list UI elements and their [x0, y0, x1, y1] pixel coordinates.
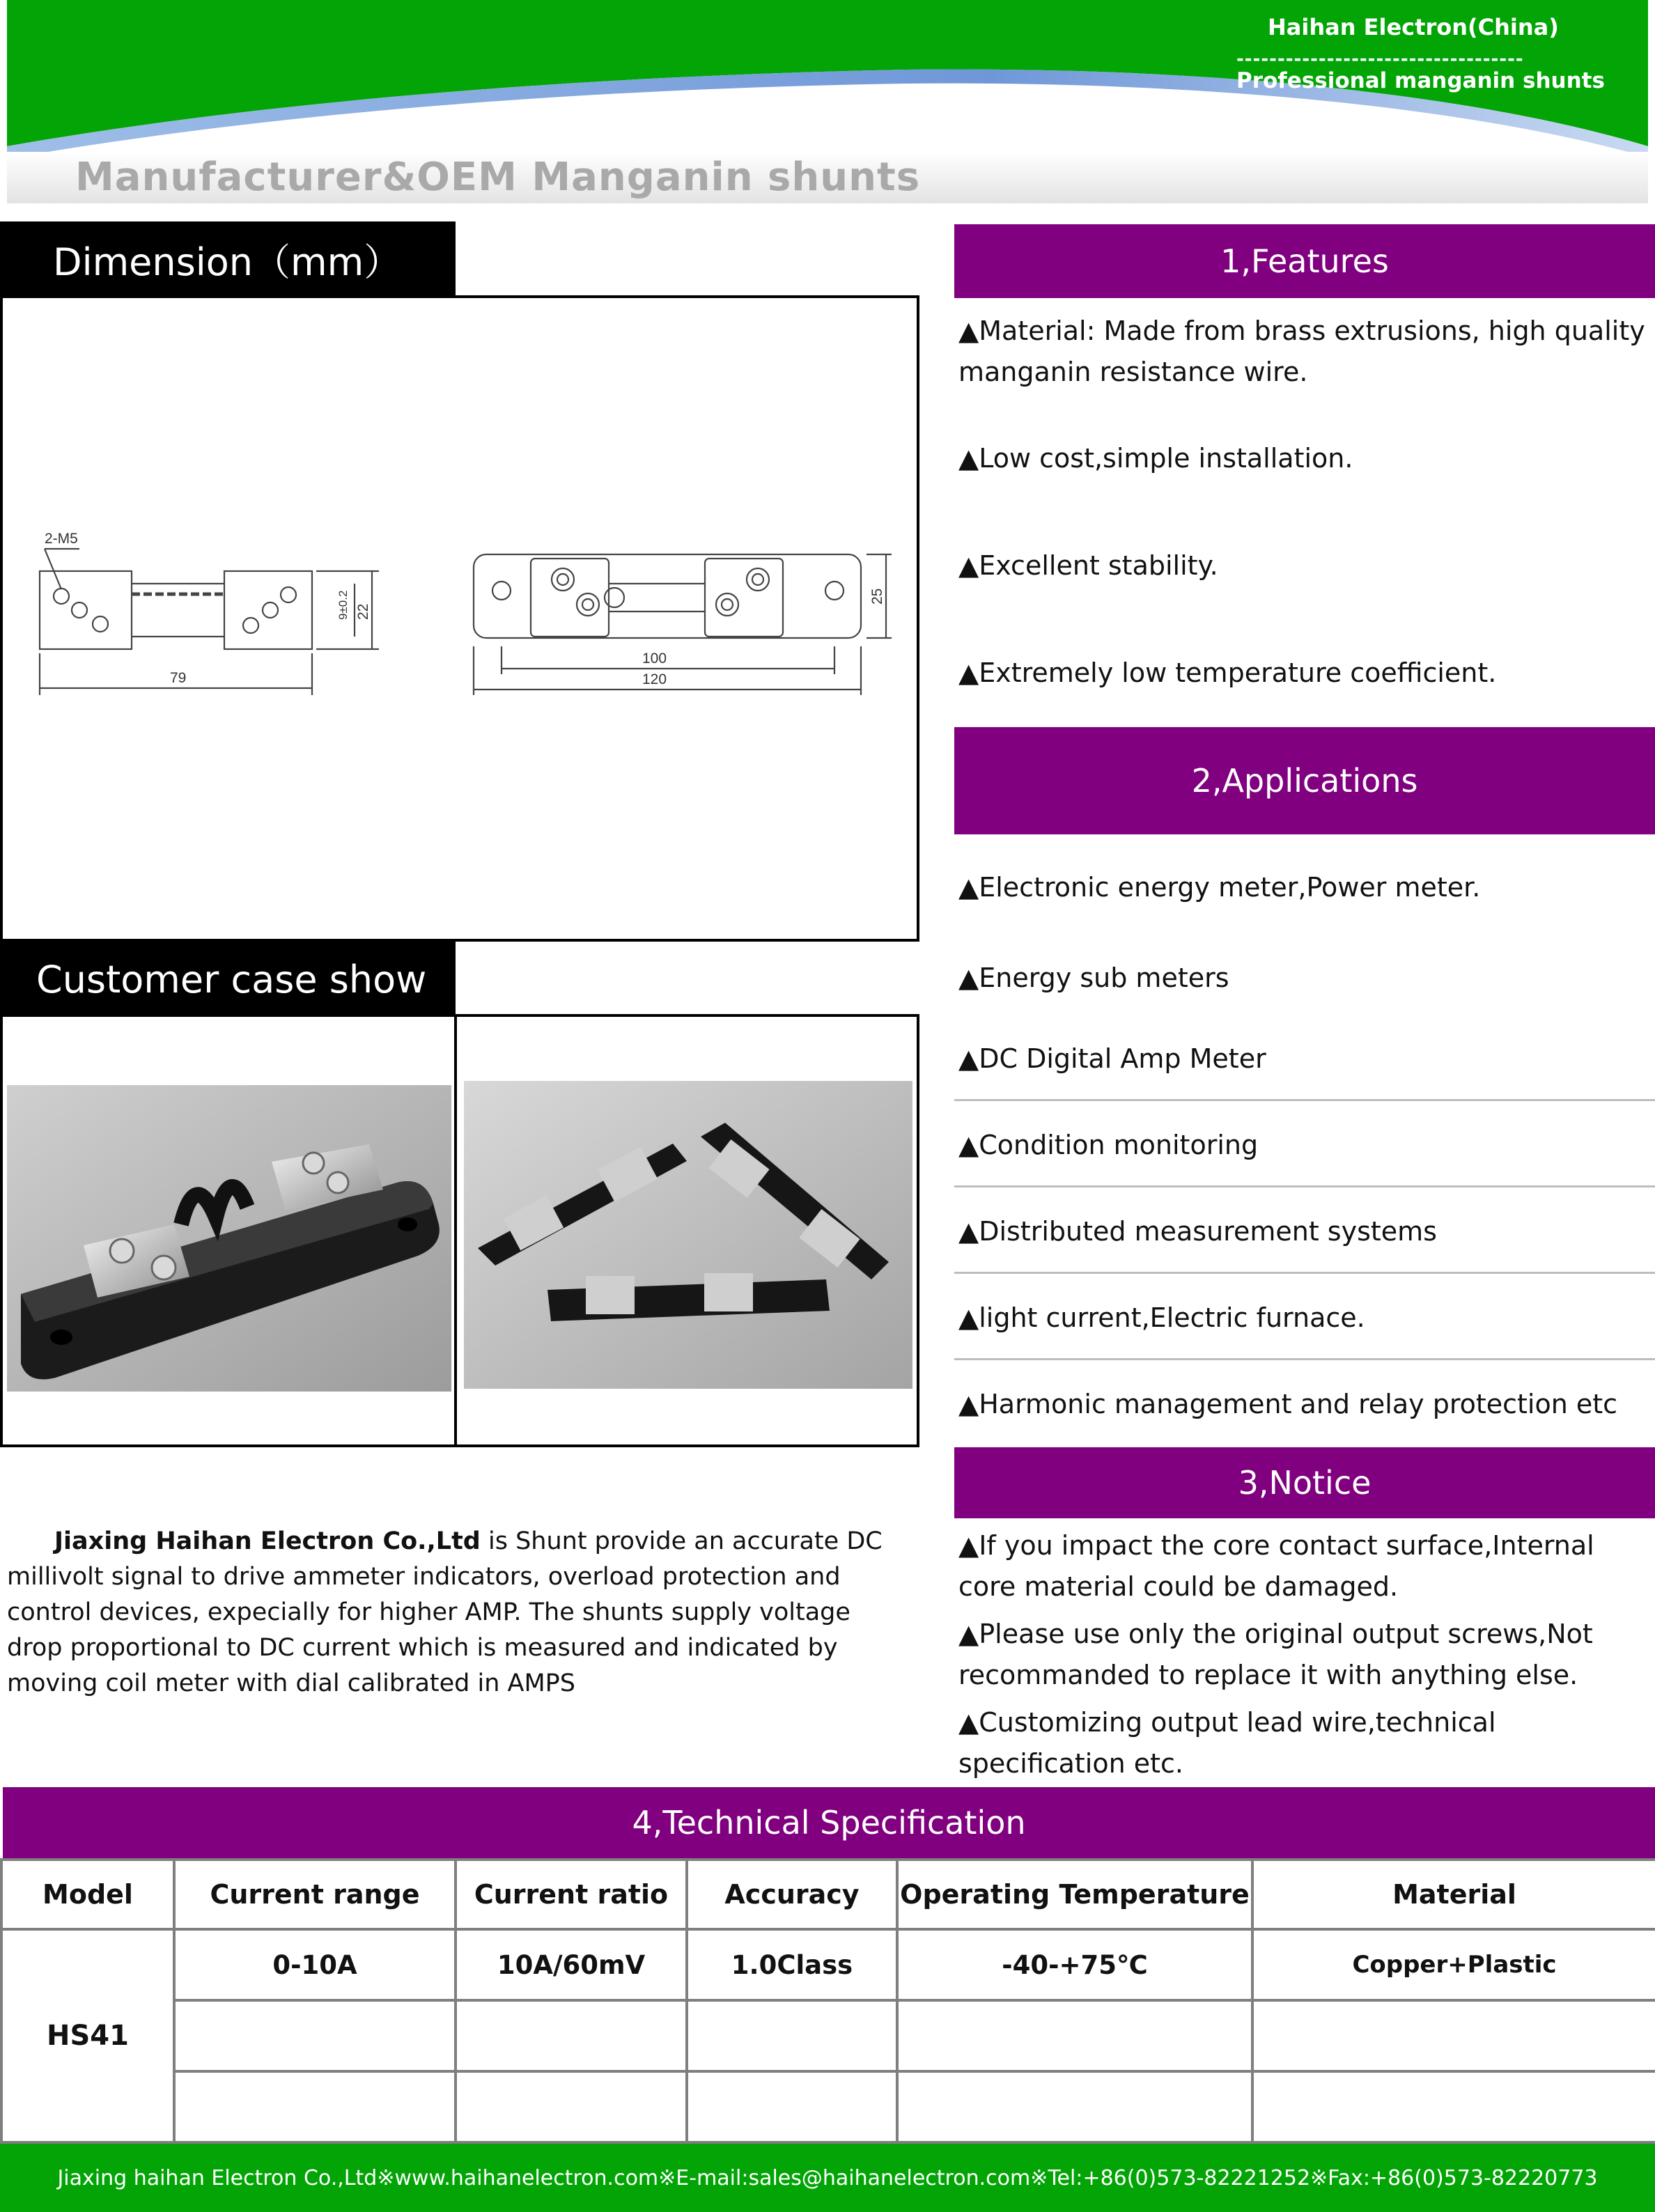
divider [954, 1358, 1655, 1360]
table-cell [174, 2071, 456, 2142]
shunt-dimension-drawing [3, 298, 917, 939]
table-cell [687, 2071, 897, 2142]
drawing-dim-100: 100 [642, 651, 667, 667]
table-cell [1252, 2000, 1655, 2071]
table-cell [456, 2000, 687, 2071]
column-header: Current ratio [456, 1860, 687, 1929]
table-cell [897, 2071, 1252, 2142]
divider [954, 1099, 1655, 1101]
application-item: ▲Energy sub meters [958, 963, 1229, 993]
application-item: ▲light current,Electric furnace. [958, 1302, 1365, 1333]
table-cell [1252, 2071, 1655, 2142]
dimension-heading: Dimension（mm） [0, 221, 456, 297]
drawing-dim-79: 79 [170, 670, 187, 686]
drawing-label-thread: 2-M5 [45, 531, 78, 547]
column-header: Model [1, 1860, 174, 1929]
table-cell: 0-10A [174, 1929, 456, 2000]
customer-case-heading: Customer case show [0, 942, 456, 1017]
shunt-photo-group [464, 1081, 912, 1389]
table-row [1, 1929, 1655, 2000]
table-header-row [1, 1860, 1655, 1929]
table-cell: Copper+Plastic [1252, 1929, 1655, 2000]
drawing-dim-120: 120 [642, 671, 667, 687]
application-item: ▲Distributed measurement systems [958, 1216, 1437, 1247]
column-header: Accuracy [687, 1860, 897, 1929]
application-item: ▲Electronic energy meter,Power meter. [958, 872, 1481, 903]
notice-item: ▲If you impact the core contact surface,Internal core material could be damaged. [958, 1530, 1594, 1602]
brand-tagline: Professional manganin shunts [1236, 68, 1605, 93]
shunt-photo-single [7, 1085, 451, 1392]
table-cell [897, 2000, 1252, 2071]
spec-table [0, 1858, 1655, 2144]
page-header [0, 0, 1655, 209]
table-cell [687, 2000, 897, 2071]
table-cell: 10A/60mV [456, 1929, 687, 2000]
notice-item: ▲Please use only the original output screws,Not recommanded to replace it with anything else. [958, 1619, 1593, 1690]
table-row [1, 2071, 1655, 2142]
notice-heading: 3,Notice [954, 1447, 1655, 1518]
company-name: Jiaxing Haihan Electron Co.,Ltd [54, 1527, 481, 1555]
brand-name: Haihan Electron(China) [1268, 14, 1559, 40]
application-item: ▲Harmonic management and relay protection etc [958, 1389, 1618, 1419]
drawing-dim-hole: 9±0.2 [336, 590, 350, 620]
table-cell: 1.0Class [687, 1929, 897, 2000]
features-heading: 1,Features [954, 224, 1655, 298]
column-header: Operating Temperature [897, 1860, 1252, 1929]
intro-text: is Shunt provide an accurate DC millivolt signal to drive ammeter indicators, overload protection and control devices, expecially for higher AMP. The shunts supply voltage drop proportional to DC current which is measured and indicated by moving coil meter with dial calibrated in AMPS [7, 1527, 883, 1697]
application-item: ▲Condition monitoring [958, 1130, 1259, 1160]
applications-heading: 2,Applications [954, 727, 1655, 834]
banner-title: Manufacturer&OEM Manganin shunts [75, 155, 921, 200]
divider [954, 1272, 1655, 1274]
table-cell [456, 2071, 687, 2142]
feature-item: ▲Extremely low temperature coefficient. [958, 657, 1497, 688]
column-header: Current range [174, 1860, 456, 1929]
drawing-dim-25: 25 [869, 588, 885, 605]
photo-divider [454, 1017, 457, 1444]
spec-heading: 4,Technical Specification [3, 1787, 1655, 1858]
table-row [1, 2000, 1655, 2071]
application-item: ▲DC Digital Amp Meter [958, 1043, 1266, 1074]
brand-divider: ----------------------------------- [1236, 49, 1524, 70]
dimension-drawing-frame [0, 295, 919, 942]
model-cell: HS41 [1, 1929, 174, 2142]
footer-contact: Jiaxing haihan Electron Co.,Ltd※www.haihanelectron.com※E-mail:sales@haihanelectron.com※Tel:+86(0)573-82221252※Fax:+86(0)573-82220773 [0, 2144, 1655, 2212]
drawing-dim-22: 22 [355, 603, 371, 620]
customer-case-frame [0, 1014, 919, 1447]
notice-item: ▲Customizing output lead wire,technical specification etc. [958, 1707, 1496, 1779]
divider [954, 1185, 1655, 1187]
feature-item: ▲Low cost,simple installation. [958, 443, 1353, 474]
table-cell: -40-+75℃ [897, 1929, 1252, 2000]
column-header: Material [1252, 1860, 1655, 1929]
feature-item: ▲Excellent stability. [958, 550, 1218, 581]
table-cell [174, 2000, 456, 2071]
company-intro [7, 1524, 912, 1701]
feature-item: ▲Material: Made from brass extrusions, high quality manganin resistance wire. [958, 316, 1645, 387]
